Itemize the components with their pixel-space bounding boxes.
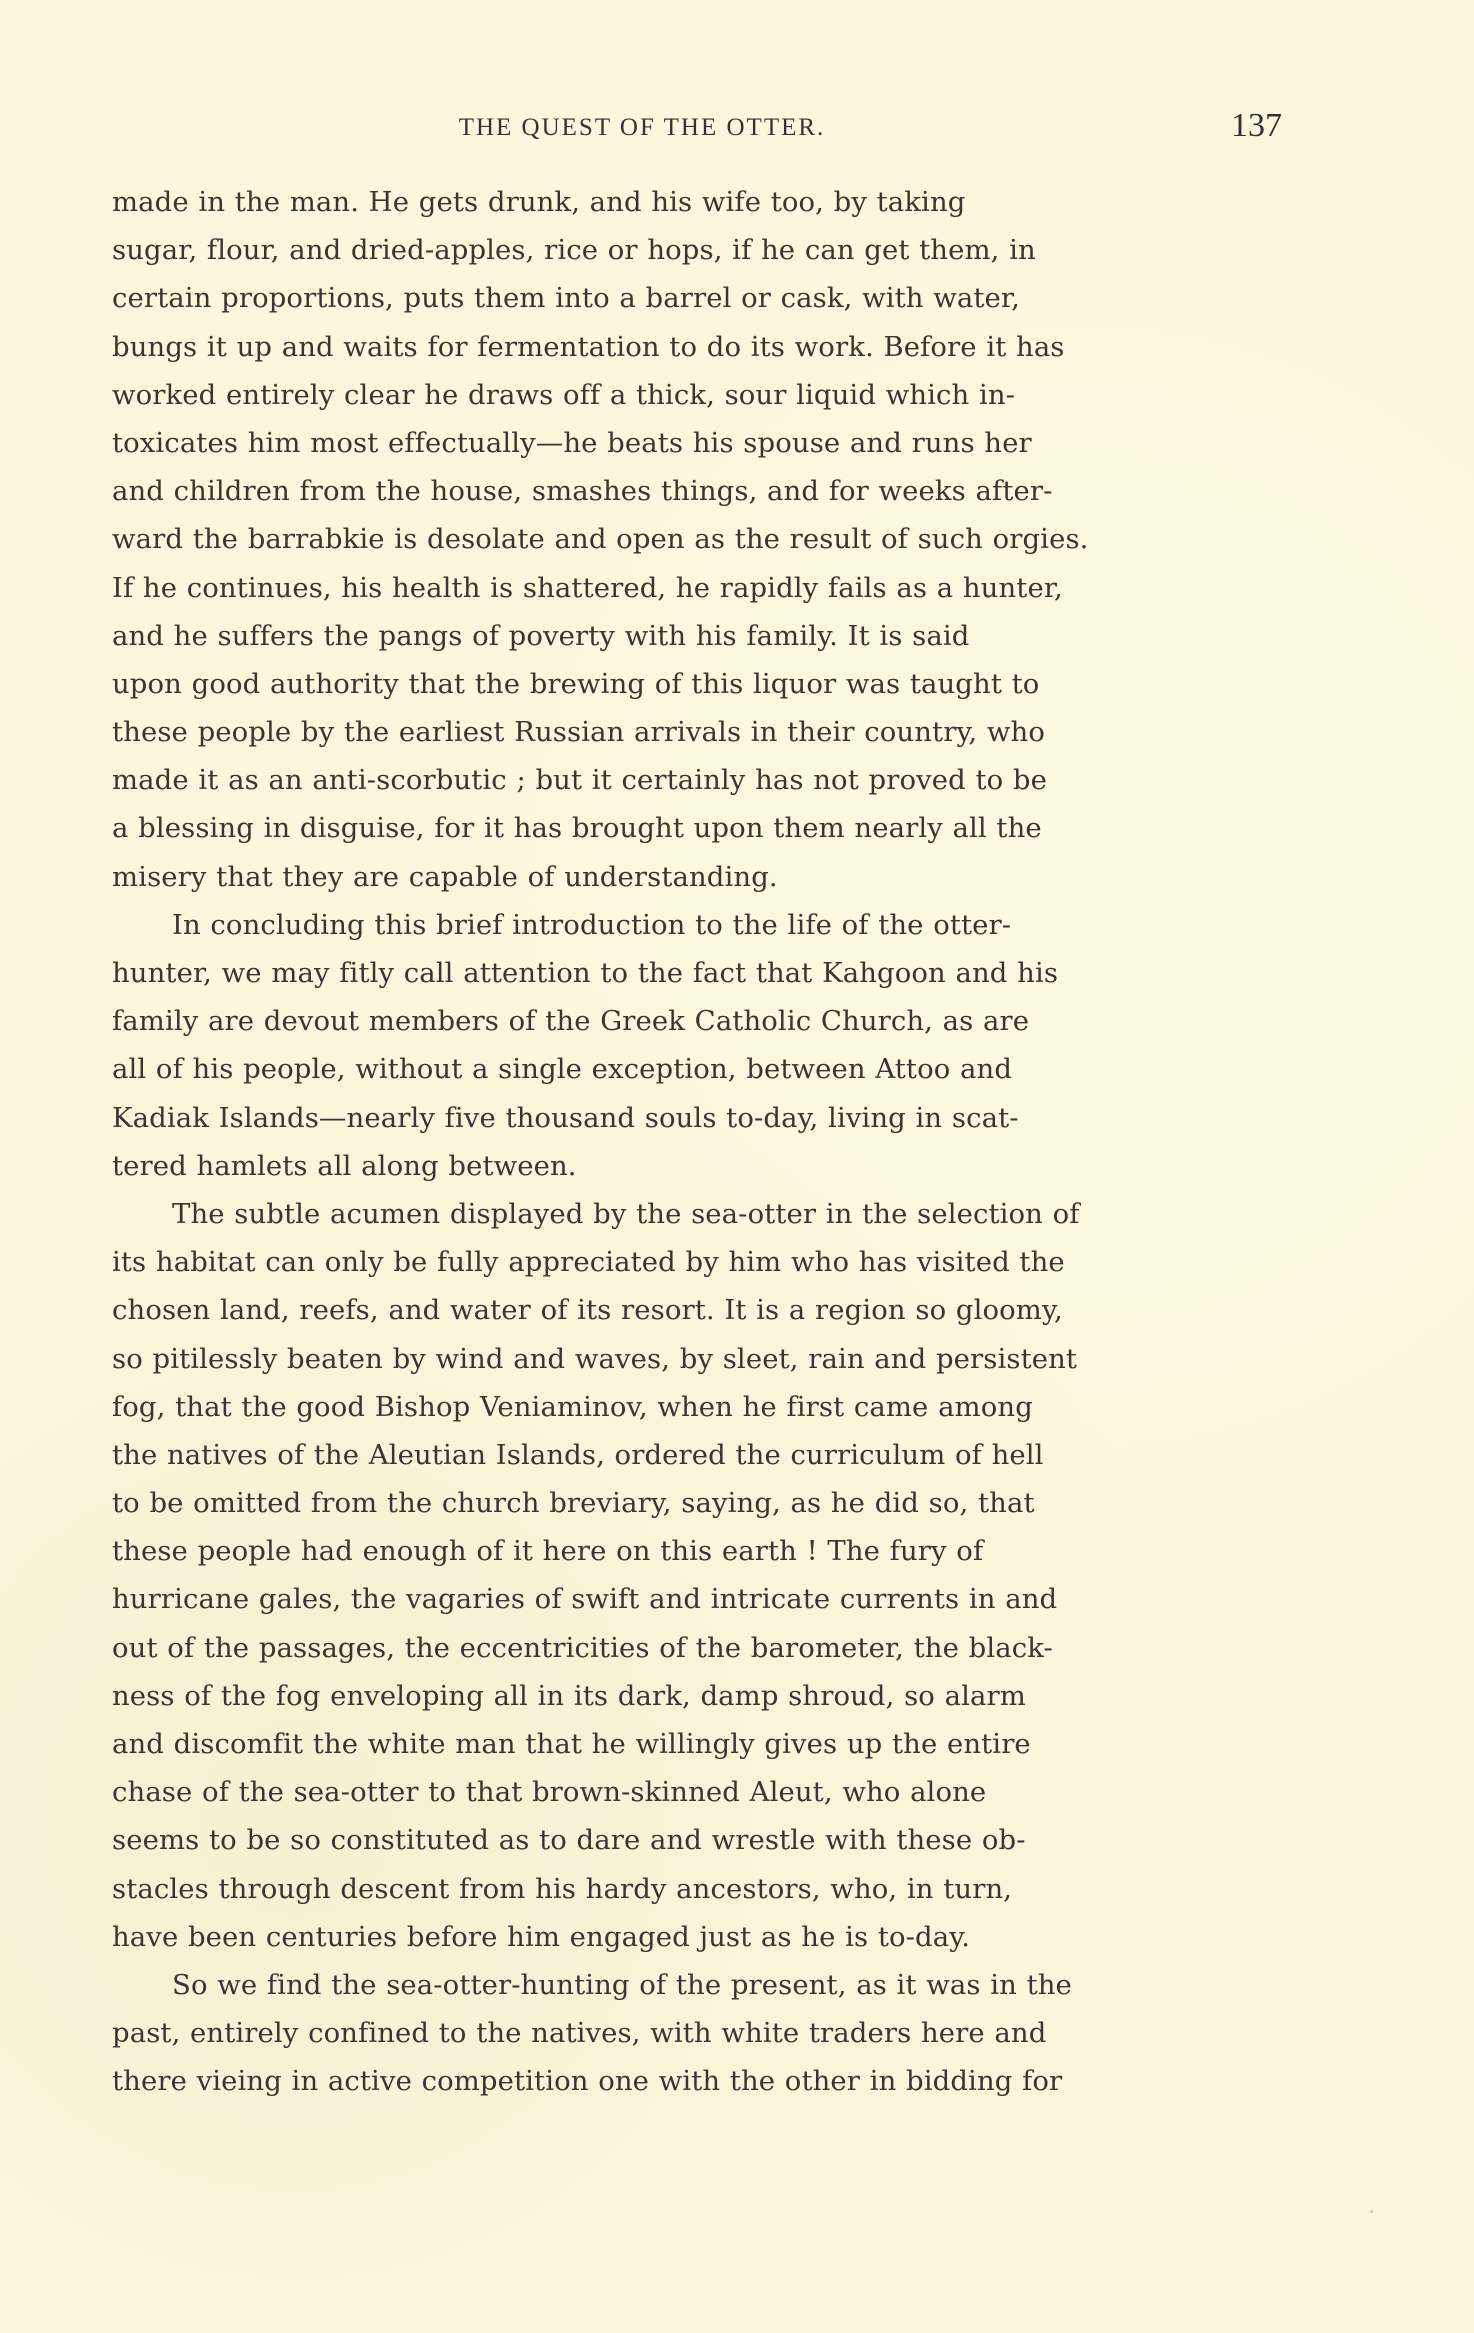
text-line: so pitilessly beaten by wind and waves, by sleet, rain and persistent	[112, 1342, 1078, 1375]
body-text	[112, 178, 1282, 2106]
paragraph-first-line: The subtle acumen displayed by the sea-otter in the selection of	[172, 1197, 1080, 1230]
text-line: fog, that the good Bishop Veniaminov, when he first came among	[112, 1390, 1033, 1423]
text-line: these people by the earliest Russian arrivals in their country, who	[112, 716, 1046, 749]
text-line: a blessing in disguise, for it has brought upon them nearly all the	[112, 812, 1042, 845]
text-line: the natives of the Aleutian Islands, ordered the curriculum of hell	[112, 1438, 1044, 1471]
text-line: made in the man. He gets drunk, and his wife too, by taking	[112, 186, 966, 218]
text-line: and children from the house, smashes things, and for weeks after-	[112, 475, 1053, 508]
running-title: THE QUEST OF THE OTTER.	[458, 114, 826, 141]
text-line: ward the barrabkie is desolate and open as the result of such orgies.	[112, 523, 1089, 556]
text-line: sugar, flour, and dried-apples, rice or hops, if he can get them, in	[112, 234, 1036, 267]
text-line: to be omitted from the church breviary, saying, as he did so, that	[112, 1487, 1035, 1520]
text-line: Kadiak Islands—nearly five thousand souls to-day, living in scat-	[112, 1101, 1019, 1134]
text-line: tered hamlets all along between.	[112, 1149, 577, 1182]
text-line: seems to be so constituted as to dare and wrestle with these ob-	[112, 1824, 1026, 1857]
text-line: hurricane gales, the vagaries of swift and intricate currents in and	[112, 1583, 1058, 1616]
text-line: chase of the sea-otter to that brown-skinned Aleut, who alone	[112, 1776, 987, 1809]
text-line: misery that they are capable of understanding.	[112, 860, 778, 893]
page-header	[112, 107, 1282, 156]
text-line: there vieing in active competition one with the other in bidding for	[112, 2065, 1063, 2098]
text-line: its habitat can only be fully appreciated by him who has visited the	[112, 1246, 1065, 1279]
text-line: and discomfit the white man that he willingly gives up the entire	[112, 1728, 1031, 1760]
page-number: 137	[1231, 107, 1282, 144]
text-line: worked entirely clear he draws off a thick, sour liquid which in-	[112, 378, 1016, 411]
text-line: past, entirely confined to the natives, with white traders here and	[112, 2017, 1047, 2050]
text-line: hunter, we may fitly call attention to the fact that Kahgoon and his	[112, 957, 1059, 989]
text-line: stacles through descent from his hardy ancestors, who, in turn,	[112, 1872, 1013, 1905]
text-line: chosen land, reefs, and water of its resort. It is a region so gloomy,	[112, 1294, 1063, 1327]
text-line: out of the passages, the eccentricities of the barometer, the black-	[112, 1631, 1053, 1664]
text-line: toxicates him most effectually—he beats his spouse and runs her	[112, 426, 1032, 459]
text-line: have been centuries before him engaged just as he is to-day.	[112, 1920, 971, 1953]
text-line: bungs it up and waits for fermentation to do its work. Before it has	[112, 330, 1065, 363]
text-line: all of his people, without a single exception, between Attoo and	[112, 1053, 1013, 1086]
text-line: family are devout members of the Greek Catholic Church, as are	[112, 1005, 1030, 1038]
text-line: and he suffers the pangs of poverty with his family. It is said	[112, 619, 970, 652]
paragraph-first-line: So we find the sea-otter-hunting of the present, as it was in the	[172, 1968, 1072, 2001]
text-line: made it as an anti-scorbutic ; but it certainly has not proved to be	[112, 764, 1047, 797]
text-line: certain proportions, puts them into a barrel or cask, with water,	[112, 282, 1020, 315]
paper-speck	[1370, 2210, 1373, 2213]
paragraph-first-line: In concluding this brief introduction to the life of the otter-	[172, 908, 1012, 941]
text-line: these people had enough of it here on this earth ! The fury of	[112, 1535, 984, 1568]
text-line: If he continues, his health is shattered, he rapidly fails as a hunter,	[112, 571, 1063, 604]
text-line: ness of the fog enveloping all in its dark, damp shroud, so alarm	[112, 1679, 1026, 1712]
text-line: upon good authority that the brewing of this liquor was taught to	[112, 667, 1040, 700]
